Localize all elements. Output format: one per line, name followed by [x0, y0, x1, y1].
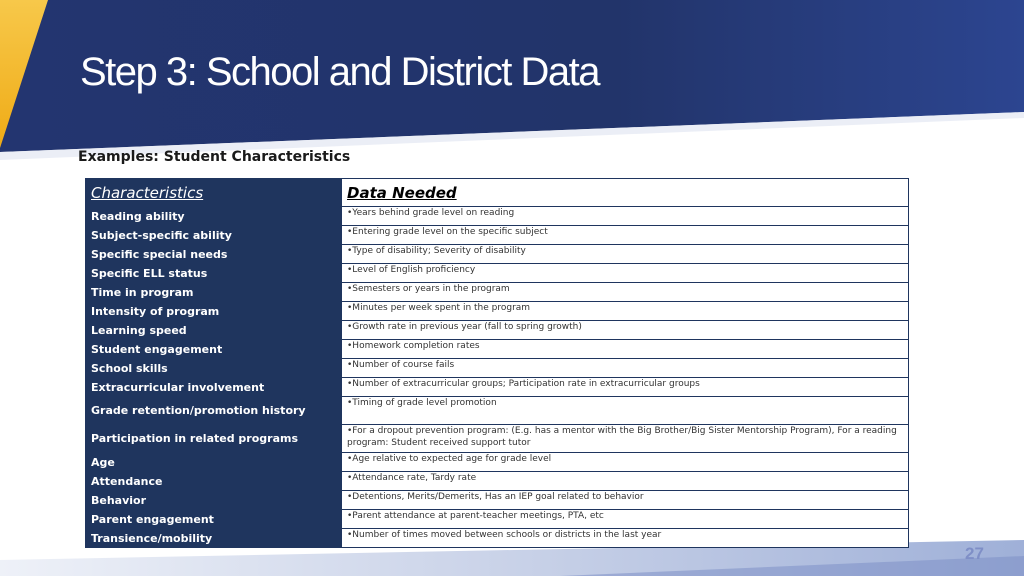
- data-needed-cell: •Detentions, Merits/Demerits, Has an IEP goal related to behavior: [342, 491, 909, 510]
- characteristic-cell: Subject-specific ability: [86, 226, 342, 245]
- table-row: [86, 359, 909, 378]
- data-needed-cell: •Attendance rate, Tardy rate: [342, 472, 909, 491]
- characteristic-cell: Age: [86, 453, 342, 472]
- characteristic-cell: Transience/mobility: [86, 529, 342, 548]
- table-row: [86, 397, 909, 425]
- data-needed-cell: •Age relative to expected age for grade level: [342, 453, 909, 472]
- table-row: [86, 245, 909, 264]
- characteristic-cell: Participation in related programs: [86, 425, 342, 453]
- data-needed-cell: •Level of English proficiency: [342, 264, 909, 283]
- characteristic-cell: Learning speed: [86, 321, 342, 340]
- characteristic-cell: Intensity of program: [86, 302, 342, 321]
- page-number: 27: [965, 544, 984, 563]
- data-needed-cell: •Growth rate in previous year (fall to spring growth): [342, 321, 909, 340]
- table-row: [86, 510, 909, 529]
- characteristic-cell: Grade retention/promotion history: [86, 397, 342, 425]
- student-characteristics-table: [85, 178, 909, 548]
- table-row: [86, 425, 909, 453]
- data-needed-cell: •Homework completion rates: [342, 340, 909, 359]
- table-row: [86, 340, 909, 359]
- table-row: [86, 264, 909, 283]
- characteristic-cell: Behavior: [86, 491, 342, 510]
- table-row: [86, 472, 909, 491]
- data-needed-cell: •Timing of grade level promotion: [342, 397, 909, 425]
- data-needed-cell: •Years behind grade level on reading: [342, 207, 909, 226]
- table-header-row: [86, 179, 909, 207]
- table-subtitle: Examples: Student Characteristics: [78, 149, 351, 165]
- characteristic-cell: Reading ability: [86, 207, 342, 226]
- table-row: [86, 321, 909, 340]
- table-row: [86, 283, 909, 302]
- data-needed-cell: •Semesters or years in the program: [342, 283, 909, 302]
- table-row: [86, 302, 909, 321]
- data-needed-cell: •Number of extracurricular groups; Participation rate in extracurricular groups: [342, 378, 909, 397]
- table-row: [86, 378, 909, 397]
- data-needed-cell: •Number of times moved between schools or districts in the last year: [342, 529, 909, 548]
- data-needed-cell: •Type of disability; Severity of disability: [342, 245, 909, 264]
- data-needed-cell: •Entering grade level on the specific subject: [342, 226, 909, 245]
- table-row: [86, 207, 909, 226]
- table-row: [86, 529, 909, 548]
- characteristic-cell: Specific special needs: [86, 245, 342, 264]
- characteristic-cell: Parent engagement: [86, 510, 342, 529]
- characteristic-cell: Attendance: [86, 472, 342, 491]
- data-needed-cell: •For a dropout prevention program: (E.g. has a mentor with the Big Brother/Big Sister Mentorship Program), For a reading program: Student received support tutor: [342, 425, 909, 453]
- characteristic-cell: Extracurricular involvement: [86, 378, 342, 397]
- characteristic-cell: Student engagement: [86, 340, 342, 359]
- characteristic-cell: Time in program: [86, 283, 342, 302]
- characteristic-cell: Specific ELL status: [86, 264, 342, 283]
- column-header-data-needed: Data Needed: [342, 179, 909, 207]
- data-needed-cell: •Minutes per week spent in the program: [342, 302, 909, 321]
- data-needed-cell: •Number of course fails: [342, 359, 909, 378]
- table-row: [86, 453, 909, 472]
- table-row: [86, 226, 909, 245]
- characteristic-cell: School skills: [86, 359, 342, 378]
- data-needed-cell: •Parent attendance at parent-teacher meetings, PTA, etc: [342, 510, 909, 529]
- slide-title: Step 3: School and District Data: [80, 50, 599, 94]
- table-row: [86, 491, 909, 510]
- column-header-characteristics: Characteristics: [86, 179, 342, 207]
